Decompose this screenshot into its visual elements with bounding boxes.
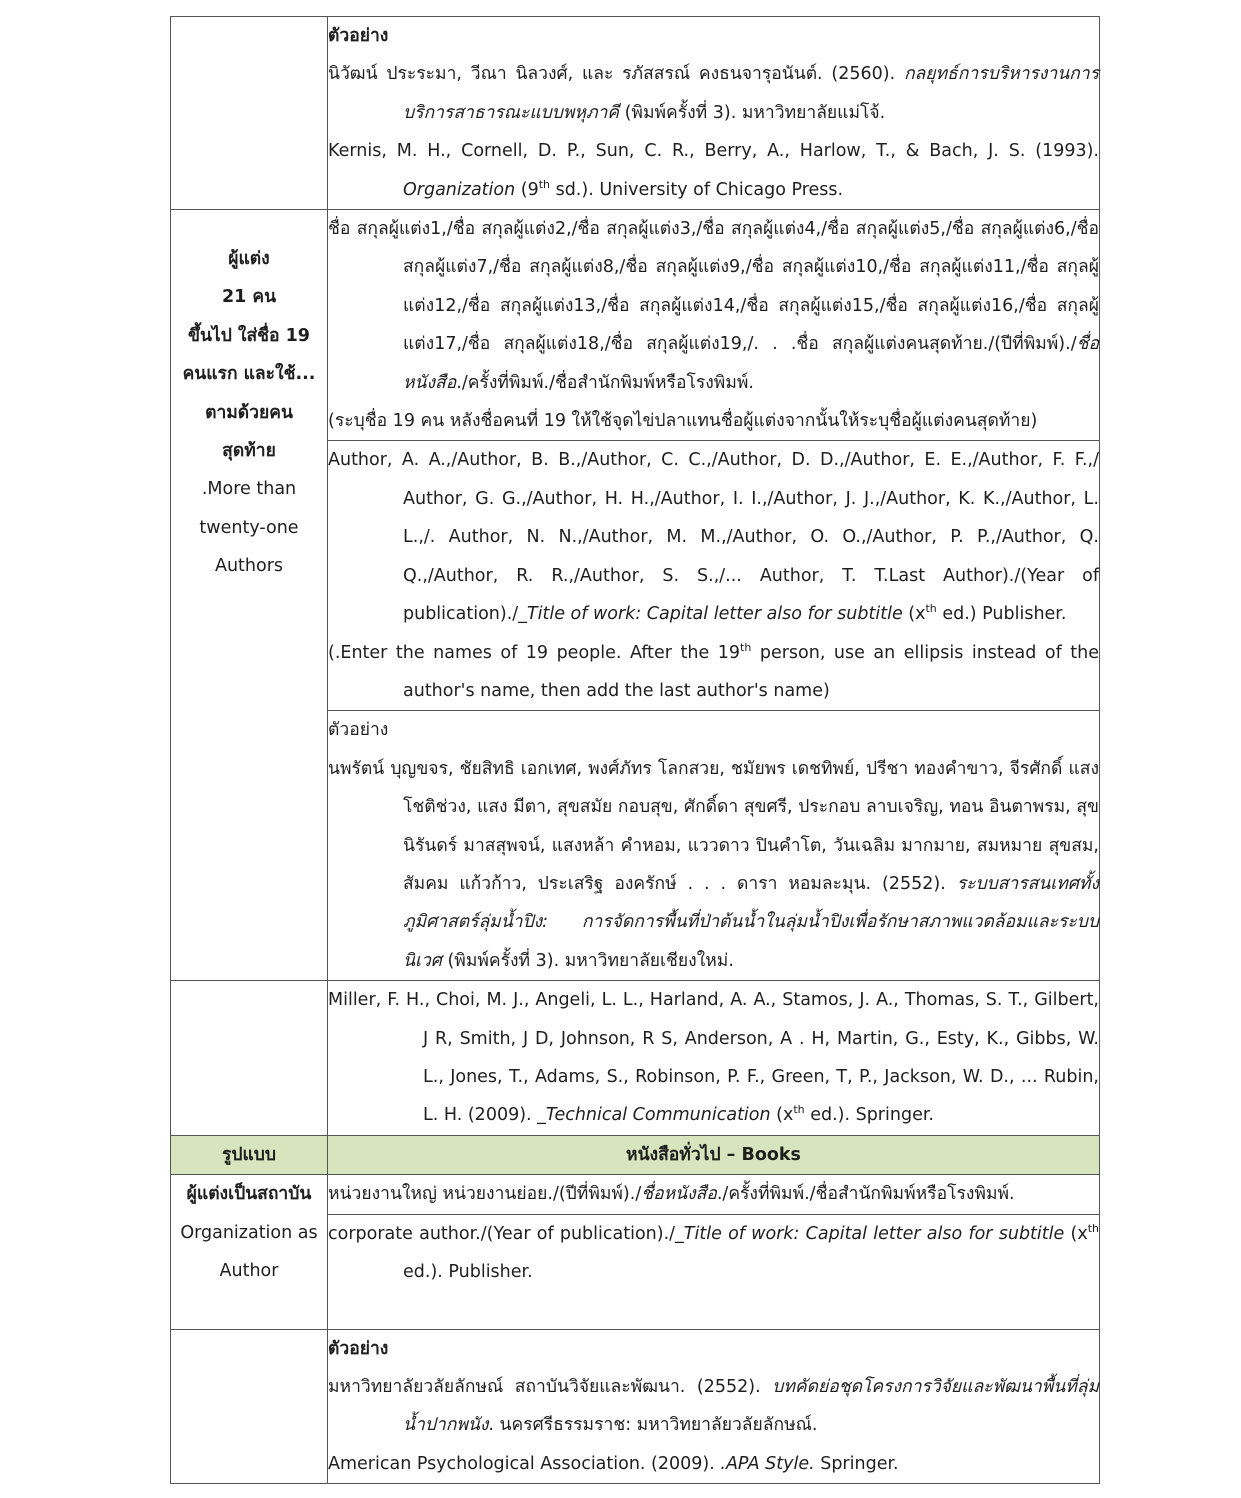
format-label-line: สุดท้าย — [222, 441, 276, 462]
thai-format-note: (ระบุชื่อ 19 คน หลังชื่อคนที่ 19 ให้ใช้จุดไข่ปลาแทนชื่อผู้แต่งจากนั้นให้ระบุชื่อผู้แต่งคนสุดท้าย) — [328, 411, 1038, 432]
format-label-line: ขึ้นไป ใส่ชื่อ 19 — [188, 325, 310, 346]
format-cell-empty — [171, 981, 328, 1136]
format-label-cell — [171, 1175, 328, 1329]
table-row — [171, 1175, 1100, 1214]
table-row — [171, 210, 1100, 441]
format-label-line: .More than — [201, 479, 297, 500]
english-example-reference: Miller, F. H., Choi, M. J., Angeli, L. L., Harland, A. A., Stamos, J. A., Thomas, S. T., Gilbert, J R, Smith, J D, Johnson, R S, Anderson, A . H, Martin, G., Esty, K., Gibbs, W. L., Jones, T., Adams, S., Robinson, P. F., Green, T, P., Jackson, W. D., ... Rubin, L. H. (2009). _Technical Communication ($x^{th}$ ed.). Springer. — [328, 990, 1099, 1126]
format-label-line: Author — [219, 1261, 279, 1281]
example-label: ตัวอย่าง — [328, 1338, 389, 1359]
format-cell-empty — [171, 17, 328, 210]
example-label: ตัวอย่าง — [328, 26, 389, 46]
english-format: Author, A. A.,/Author, B. B.,/Author, C. C.,/Author, D. D.,/Author, E. E.,/Author, F. F.,/ Author, G. G.,/Author, H. H.,/Author, I. I.,/Author, J. J.,/Author, K. K.,/Author, L. L.,/. Author, N. N.,/Author, M. M.,/Author, O. O.,/Author, P. P.,/Author, Q. Q.,/Author, R. R.,/Author, S. S.,/... Author, T. T.Last Author)./(Year of publication)./_Title of work: Capital letter also for subtitle ($x^{th}$ ed.) Publisher. — [328, 450, 1099, 625]
header-books: หนังสือทั่วไป – Books — [328, 1135, 1100, 1174]
reference-format-table — [170, 16, 1100, 1484]
thai-format-cell — [328, 210, 1100, 441]
english-format-cell — [328, 1214, 1100, 1329]
example-label: ตัวอย่าง — [328, 720, 389, 741]
thai-format: หน่วยงานใหญ่ หน่วยงานย่อย./(ปีที่พิมพ์)./ชื่อหนังสือ./ครั้งที่พิมพ์./ชื่อสำนักพิมพ์หรือโรงพิมพ์. — [328, 1184, 1015, 1205]
format-label-line: คนแรก และใช้... — [182, 364, 316, 385]
english-format-note: (.Enter the names of 19 people. After the 19th person, use an ellipsis instead of the author's name, then add the last author's name) — [328, 640, 1099, 701]
format-label-line: 21 คน — [221, 287, 277, 308]
english-example-reference: Kernis, M. H., Cornell, D. P., Sun, C. R., Berry, A., Harlow, T., & Bach, J. S. (1993). Organization (9th sd.). University of Chicago Press. — [328, 141, 1099, 200]
table-row — [171, 1329, 1100, 1484]
example-cell — [328, 711, 1100, 981]
example-cell — [328, 1329, 1100, 1484]
thai-example-reference: นิวัฒน์ ประระมา, วีณา นิลวงศ์, และ รภัสสรณ์ คงธนจารุอนันต์. (2560). กลยุทธ์การบริหารงานการบริการสาธารณะแบบพหุภาคี (พิมพ์ครั้งที่ 3). มหาวิทยาลัยแม่โจ้. — [328, 64, 1099, 123]
format-label-line: ผู้แต่ง — [228, 249, 270, 270]
header-format: รูปแบบ — [171, 1135, 328, 1174]
table-row — [171, 17, 1100, 210]
format-label-line: Organization as — [180, 1222, 318, 1243]
format-label-line: ตามด้วยคน — [205, 402, 293, 423]
thai-format-cell — [328, 1175, 1100, 1214]
thai-example-reference: มหาวิทยาลัยวลัยลักษณ์ สถาบันวิจัยและพัฒนา. (2552). บทคัดย่อชุดโครงการวิจัยและพัฒนาพื้นที่ลุ่มน้ำปากพนัง. นครศรีธรรมราช: มหาวิทยาลัยวลัยลักษณ์. — [328, 1377, 1099, 1436]
format-label-line: ผู้แต่งเป็นสถาบัน — [186, 1184, 312, 1205]
thai-format: ชื่อ สกุลผู้แต่ง1,/ชื่อ สกุลผู้แต่ง2,/ชื่อ สกุลผู้แต่ง3,/ชื่อ สกุลผู้แต่ง4,/ชื่อ สกุลผู้แต่ง5,/ชื่อ สกุลผู้แต่ง6,/ชื่อ สกุลผู้แต่ง7,/ชื่อ สกุลผู้แต่ง8,/ชื่อ สกุลผู้แต่ง9,/ชื่อ สกุลผู้แต่ง10,/ชื่อ สกุลผู้แต่ง11,/ชื่อ สกุลผู้แต่ง12,/ชื่อ สกุลผู้แต่ง13,/ชื่อ สกุลผู้แต่ง14,/ชื่อ สกุลผู้แต่ง15,/ชื่อ สกุลผู้แต่ง16,/ชื่อ สกุลผู้แต่ง17,/ชื่อ สกุลผู้แต่ง18,/ชื่อ สกุลผู้แต่ง19,/. . .ชื่อ สกุลผู้แต่งคนสุดท้าย./(ปีที่พิมพ์)./ชื่อหนังสือ./ครั้งที่พิมพ์./ชื่อสำนักพิมพ์หรือโรงพิมพ์. — [328, 219, 1099, 393]
table-row — [171, 981, 1100, 1136]
example-cell — [328, 17, 1100, 210]
format-label-line: Authors — [214, 556, 284, 577]
thai-example-reference: นพรัตน์ บุญขจร, ชัยสิทธิ เอกเทศ, พงศ์ภัทร โลกสวย, ชมัยพร เดชทิพย์, ปรีชา ทองคำขาว, จีรศักดิ์ แสงโชติช่วง, แสง มีตา, สุขสมัย กอบสุข, ศักดิ์ดา สุขศรี, ประกอบ ลาบเจริญ, ทอน อินตาพรม, สุขนิรันดร์ มาสสุพจน์, แสงหล้า คำหอม, แววดาว ปินคำโต, วันเฉลิม มากมาย, สมหมาย สุขสม, สัมคม แก้วก้าว, ประเสริฐ องครักษ์ . . . ดารา หอมละมุน. (2552). ระบบสารสนเทศทั้งภูมิศาสตร์ลุ่มน้ำปิง: การจัดการพื้นที่ป่าต้นน้ำในลุ่มน้ำปิงเพื่อรักษาสภาพแวดล้อมและระบบนิเวศ (พิมพ์ครั้งที่ 3). มหาวิทยาลัยเชียงใหม่. — [328, 758, 1099, 971]
english-format: corporate author./(Year of publication)./_Title of work: Capital letter also for subtitle ($x^{th}$ ed.). Publisher. — [328, 1221, 1099, 1282]
format-cell-empty — [171, 1329, 328, 1484]
example-cell — [328, 981, 1100, 1136]
format-label-line: twenty-one — [199, 517, 299, 538]
table-header-row — [171, 1135, 1100, 1174]
english-format-cell — [328, 441, 1100, 711]
english-example-reference: American Psychological Association. (2009). .APA Style. Springer. — [328, 1453, 899, 1474]
format-label-cell — [171, 210, 328, 981]
